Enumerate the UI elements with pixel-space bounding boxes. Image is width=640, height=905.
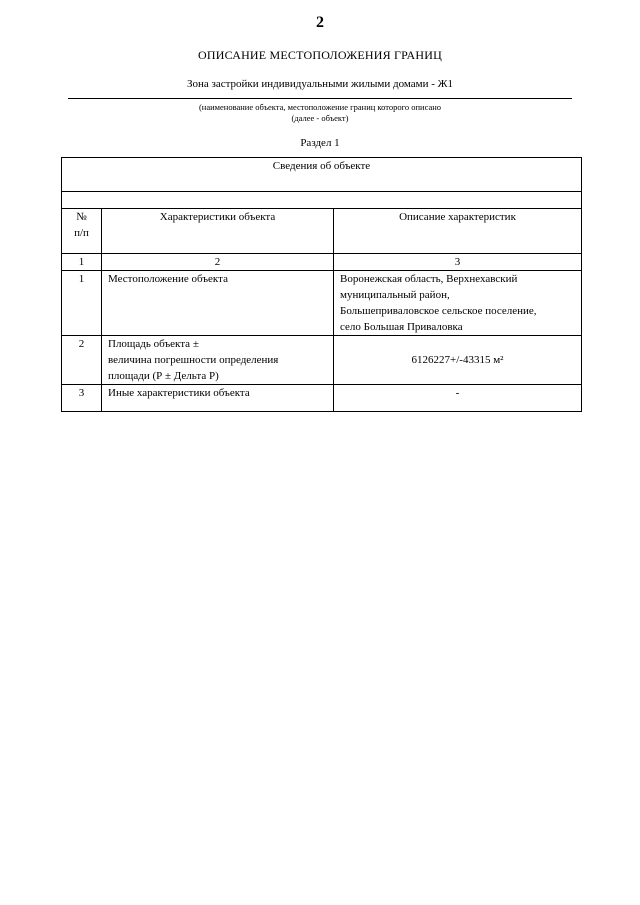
caption-line-2: (далее - объект)	[291, 113, 349, 123]
table-header-row	[62, 158, 582, 192]
object-info-table	[61, 157, 582, 412]
description-line: село Большая Приваловка	[340, 321, 463, 333]
object-name-caption	[0, 102, 640, 124]
col-header-description: Описание характеристик	[334, 209, 582, 254]
table-column-numbers	[62, 254, 582, 271]
page-number: 2	[316, 14, 324, 31]
table-blank-cell	[62, 192, 582, 209]
col-header-number-line2: п/п	[74, 227, 89, 239]
row-number: 1	[62, 271, 102, 336]
row-description: 6126227+/-43315 м²	[334, 336, 582, 385]
table-column-headers	[62, 209, 582, 254]
table-row	[62, 336, 582, 385]
object-name: Зона застройки индивидуальными жилыми домами - Ж1	[186, 78, 454, 90]
table-row	[62, 385, 582, 412]
col-number-1: 1	[62, 254, 102, 271]
document-title: ОПИСАНИЕ МЕСТОПОЛОЖЕНИЯ ГРАНИЦ	[198, 48, 442, 62]
row-number: 3	[62, 385, 102, 412]
row-characteristic	[102, 336, 334, 385]
row-number: 2	[62, 336, 102, 385]
table-blank-row	[62, 192, 582, 209]
col-header-characteristic: Характеристики объекта	[102, 209, 334, 254]
row-characteristic: Местоположение объекта	[102, 271, 334, 336]
row-characteristic: Иные характеристики объекта	[102, 385, 334, 412]
row-description: -	[334, 385, 582, 412]
row-description	[334, 271, 582, 336]
characteristic-line: величина погрешности определения	[108, 354, 279, 366]
description-line: Воронежская область, Верхнехавский	[340, 273, 518, 285]
section-label: Раздел 1	[300, 137, 340, 149]
description-line: Большеприваловское сельское поселение,	[340, 305, 537, 317]
col-header-number-line1: №	[76, 211, 87, 223]
table-header-cell: Сведения об объекте	[62, 158, 582, 192]
object-name-underline	[68, 98, 572, 99]
col-number-2: 2	[102, 254, 334, 271]
characteristic-line: площади (Р ± Дельта Р)	[108, 370, 219, 382]
col-header-number	[62, 209, 102, 254]
caption-line-1: (наименование объекта, местоположение границ которого описано	[198, 102, 442, 112]
characteristic-line: Площадь объекта ±	[108, 338, 199, 350]
col-number-3: 3	[334, 254, 582, 271]
table-row	[62, 271, 582, 336]
description-line: муниципальный район,	[340, 289, 450, 301]
